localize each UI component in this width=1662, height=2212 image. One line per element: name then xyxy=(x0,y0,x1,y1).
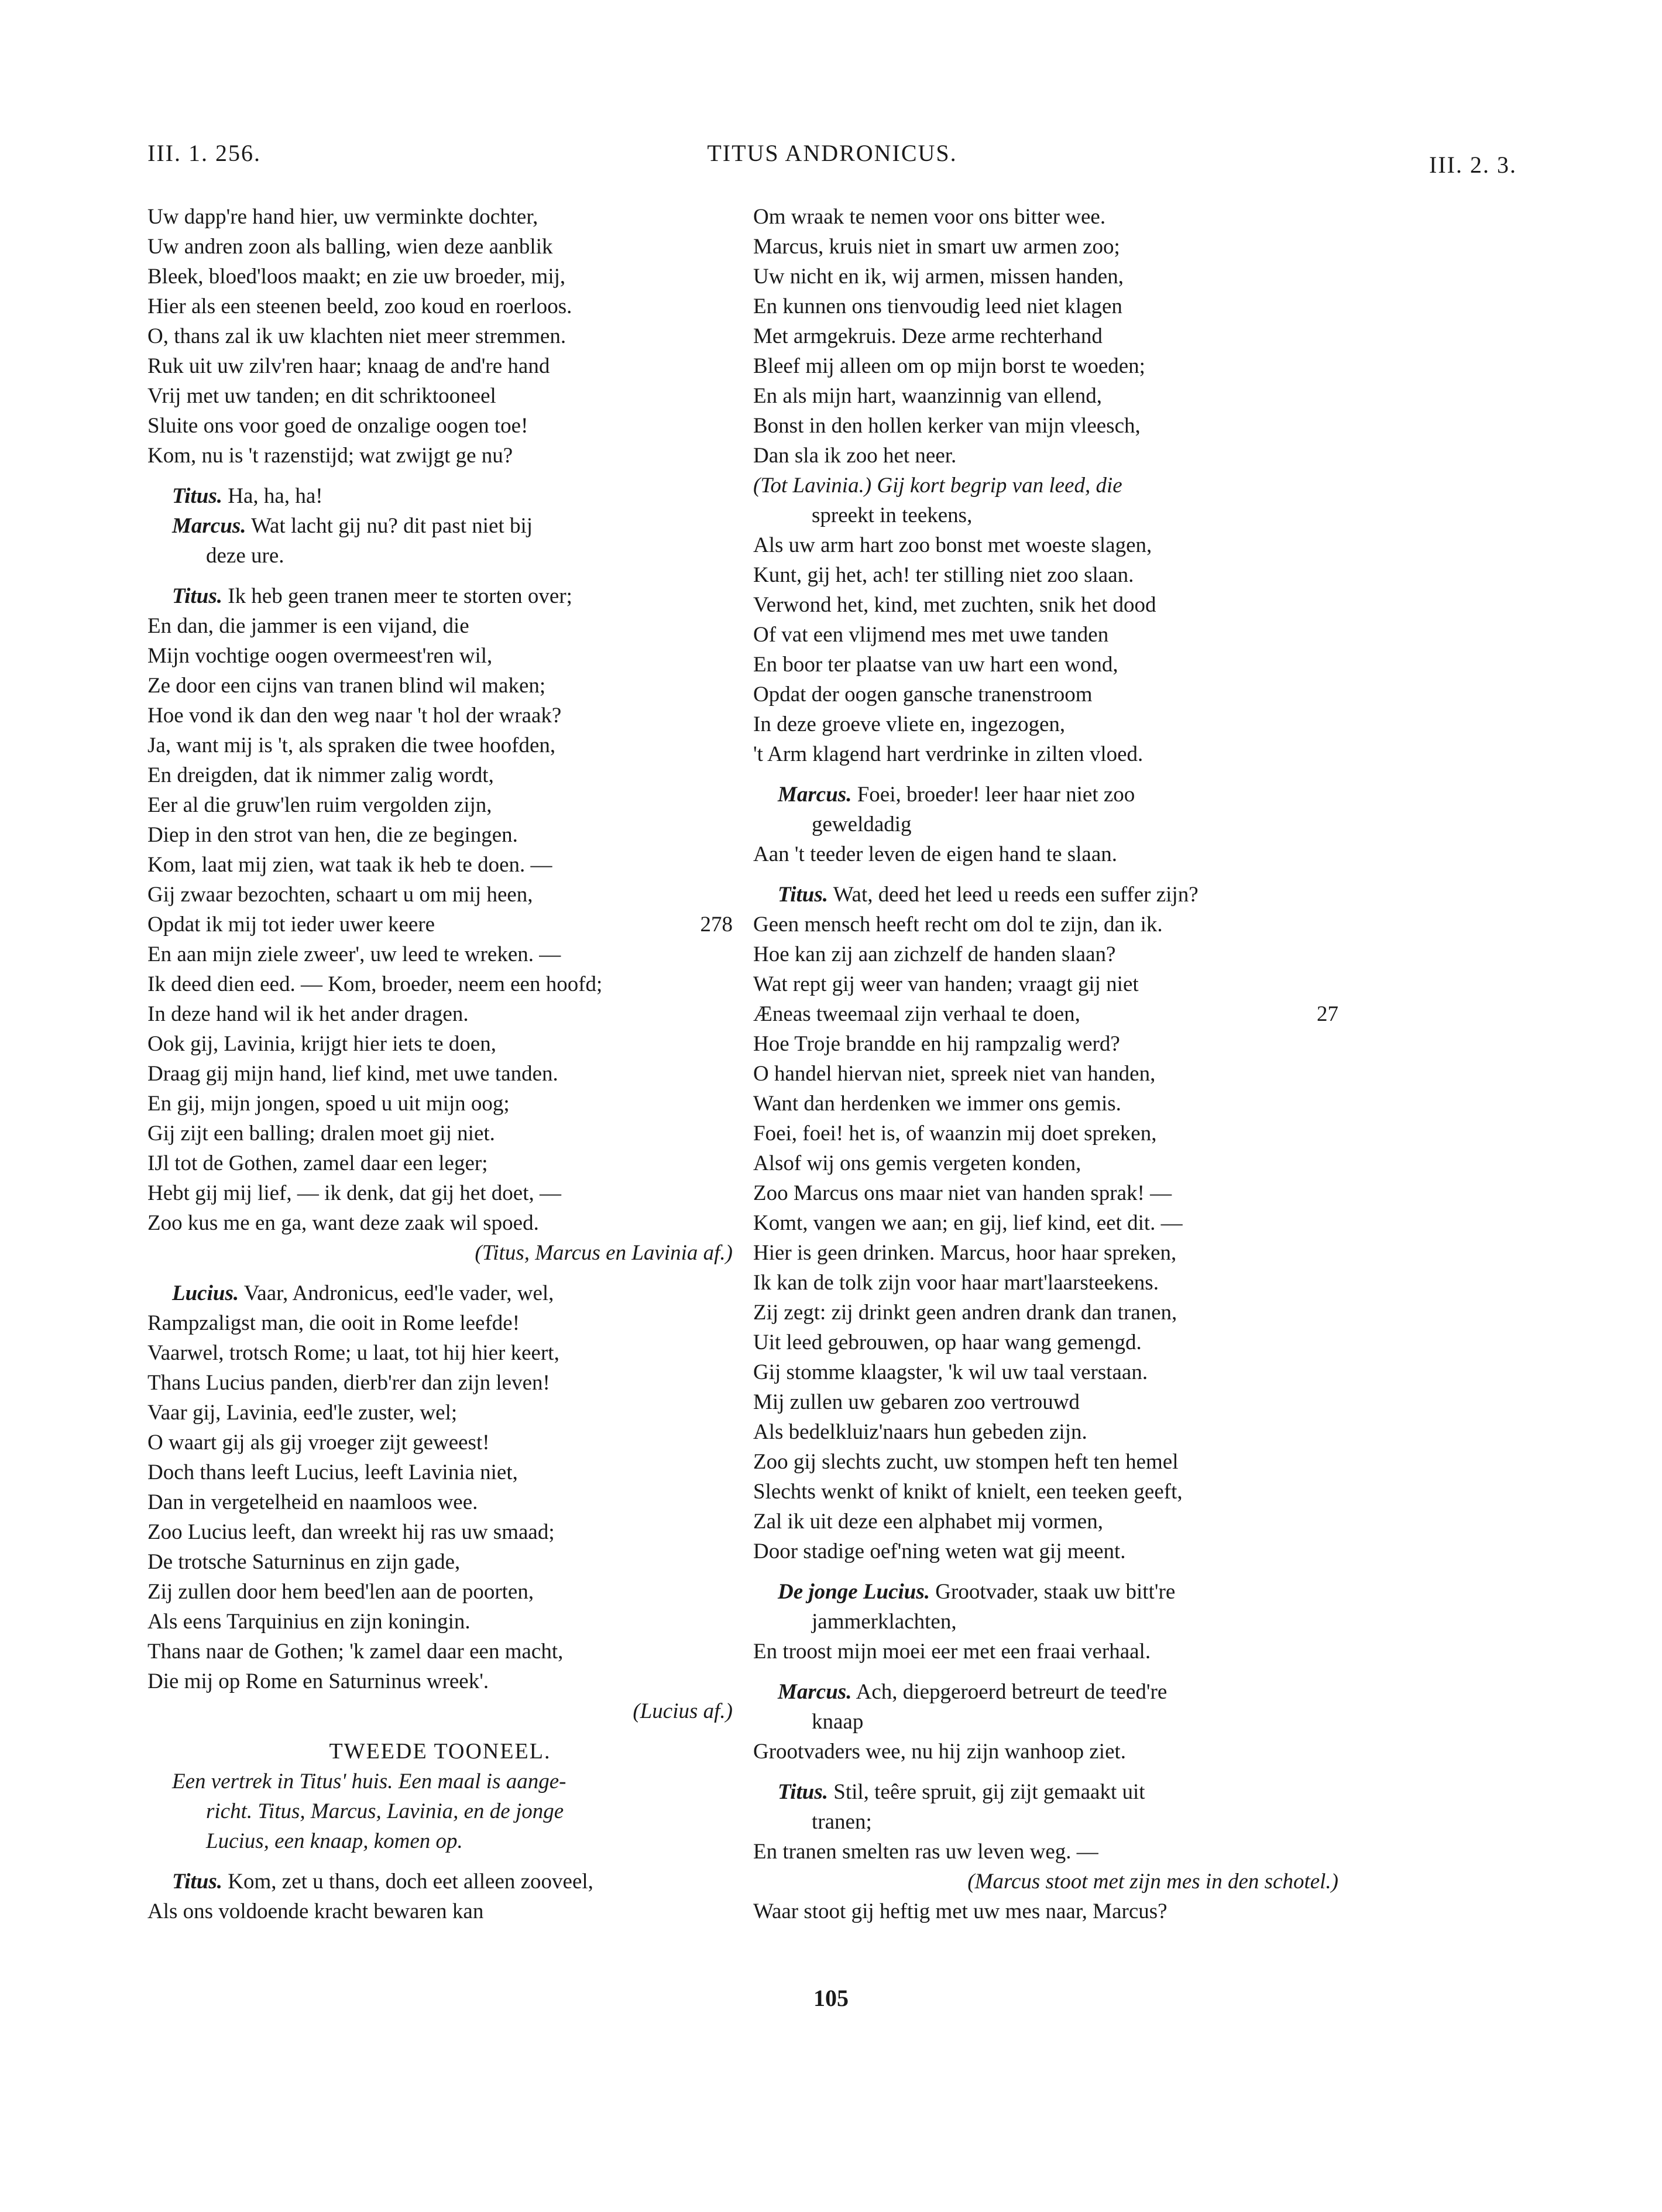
line-number: 278 xyxy=(700,913,733,937)
verse-line xyxy=(753,680,1338,709)
stage-direction-text: (Titus, Marcus en Lavinia af.) xyxy=(475,1241,733,1265)
verse-line xyxy=(753,500,1338,530)
verse-text: Verwond het, kind, met zuchten, snik het dood xyxy=(753,593,1156,617)
speaker-name: Marcus. xyxy=(778,1680,852,1704)
verse-text: Door stadige oef'ning weten wat gij meent. xyxy=(753,1539,1126,1563)
verse-line xyxy=(753,620,1338,650)
verse-line xyxy=(753,381,1338,411)
running-header xyxy=(147,139,1517,178)
stage-direction-text: (Lucius af.) xyxy=(633,1699,733,1723)
stage-direction xyxy=(753,471,1338,500)
verse-line xyxy=(753,590,1338,620)
verse-line xyxy=(753,1537,1338,1566)
verse-line xyxy=(753,1178,1338,1208)
verse-line xyxy=(147,760,733,790)
verse-line xyxy=(753,202,1338,232)
verse-text: Hoe Troje brandde en hij rampzalig werd? xyxy=(753,1032,1120,1056)
verse-text: Foei, foei! het is, of waanzin mij doet spreken, xyxy=(753,1122,1157,1146)
right-column xyxy=(753,202,1338,1926)
verse-text: Kunt, gij het, ach! ter stilling niet zoo slaan. xyxy=(753,563,1134,587)
verse-line xyxy=(147,1208,733,1238)
verse-text: Kom, nu is 't razenstijd; wat zwijgt ge nu? xyxy=(147,444,513,468)
verse-line xyxy=(753,1837,1338,1867)
verse-line xyxy=(147,1897,733,1926)
verse-line xyxy=(147,1029,733,1059)
verse-gap xyxy=(753,1566,1338,1577)
verse-line xyxy=(147,1547,733,1577)
verse-text: Opdat ik mij tot ieder uwer keere xyxy=(147,913,435,937)
verse-text: Rampzaligst man, die ooit in Rome leefde! xyxy=(147,1311,520,1335)
verse-text: Opdat der oogen gansche tranenstroom xyxy=(753,683,1093,707)
verse-text: Sluite ons voor goed de onzalige oogen toe! xyxy=(147,414,528,438)
verse-gap xyxy=(147,471,733,481)
verse-gap xyxy=(753,769,1338,780)
verse-gap xyxy=(753,1767,1338,1777)
verse-line xyxy=(753,1417,1338,1447)
verse-text: Ook gij, Lavinia, krijgt hier iets te doen, xyxy=(147,1032,496,1056)
verse-text: Vaar, Andronicus, eed'le vader, wel, xyxy=(239,1281,554,1305)
verse-line xyxy=(147,232,733,262)
verse-line xyxy=(147,731,733,760)
verse-line xyxy=(147,1148,733,1178)
verse-text: Als uw arm hart zoo bonst met woeste slagen, xyxy=(753,533,1152,557)
scene-heading xyxy=(147,1737,733,1767)
verse-text: En gij, mijn jongen, spoed u uit mijn oog; xyxy=(147,1092,510,1116)
verse-text: Als eens Tarquinius en zijn koningin. xyxy=(147,1610,471,1634)
verse-text: Zoo gij slechts zucht, uw stompen heft ten hemel xyxy=(753,1450,1179,1474)
verse-line xyxy=(147,880,733,910)
verse-text: En dreigden, dat ik nimmer zalig wordt, xyxy=(147,763,494,787)
verse-text: Ja, want mij is 't, als spraken die twee hoofden, xyxy=(147,733,556,757)
verse-line xyxy=(753,1119,1338,1148)
verse-line xyxy=(753,1089,1338,1119)
verse-text: Wat lacht gij nu? dit past niet bij xyxy=(246,514,533,538)
verse-line xyxy=(753,1328,1338,1357)
verse-text: Zoo kus me en ga, want deze zaak wil spoed. xyxy=(147,1211,539,1235)
verse-text: Zij zegt: zij drinkt geen andren drank dan tranen, xyxy=(753,1301,1177,1325)
verse-text: Marcus, kruis niet in smart uw armen zoo; xyxy=(753,235,1120,259)
verse-line xyxy=(147,1457,733,1487)
stage-direction-text: (Tot Lavinia.) Gij kort begrip van leed, die xyxy=(753,474,1122,498)
verse-text: Bleek, bloed'loos maakt; en zie uw broeder, mij, xyxy=(147,265,566,289)
verse-line xyxy=(753,939,1338,969)
verse-line xyxy=(753,411,1338,441)
verse-text: Komt, vangen we aan; en gij, lief kind, eet dit. — xyxy=(753,1211,1183,1235)
stage-direction-text: (Marcus stoot met zijn mes in den schotel.) xyxy=(967,1870,1338,1894)
verse-line xyxy=(753,1577,1338,1607)
verse-line xyxy=(147,611,733,641)
verse-line xyxy=(147,641,733,671)
verse-line xyxy=(753,262,1338,291)
verse-line xyxy=(147,1607,733,1637)
verse-line xyxy=(753,1607,1338,1637)
verse-text: Mij zullen uw gebaren zoo vertrouwd xyxy=(753,1390,1080,1414)
speaker-name: Titus. xyxy=(172,484,223,508)
header-title: TITUS ANDRONICUS. xyxy=(707,140,957,166)
verse-line xyxy=(753,739,1338,769)
verse-line xyxy=(753,1208,1338,1238)
verse-text: Met armgekruis. Deze arme rechterhand xyxy=(753,324,1103,348)
verse-gap xyxy=(147,1856,733,1867)
verse-text: En tranen smelten ras uw leven weg. — xyxy=(753,1840,1098,1864)
verse-text: Aan 't teeder leven de eigen hand te slaan. xyxy=(753,842,1118,866)
verse-line xyxy=(147,1517,733,1547)
verse-line xyxy=(147,1059,733,1089)
verse-text: Gij zwaar bezochten, schaart u om mij heen, xyxy=(147,883,533,907)
verse-text: Uit leed gebrouwen, op haar wang gemengd. xyxy=(753,1330,1142,1354)
stage-direction xyxy=(753,1867,1338,1897)
verse-text: Zoo Lucius leeft, dan wreekt hij ras uw smaad; xyxy=(147,1520,555,1544)
verse-line xyxy=(753,1387,1338,1417)
verse-text: Uw andren zoon als balling, wien deze aanblik xyxy=(147,235,553,259)
verse-text: Want dan herdenken we immer ons gemis. xyxy=(753,1092,1121,1116)
verse-text: Thans naar de Gothen; 'k zamel daar een macht, xyxy=(147,1640,564,1664)
verse-text: tranen; xyxy=(812,1810,872,1834)
verse-line xyxy=(753,880,1338,910)
verse-text: Of vat een vlijmend mes met uwe tanden xyxy=(753,623,1109,647)
verse-line xyxy=(147,1338,733,1368)
verse-text: Ruk uit uw zilv'ren haar; knaag de and're hand xyxy=(147,354,550,378)
verse-text: Zoo Marcus ons maar niet van handen sprak! — xyxy=(753,1181,1172,1205)
verse-text: En als mijn hart, waanzinnig van ellend, xyxy=(753,384,1102,408)
stage-direction-text: richt. Titus, Marcus, Lavinia, en de jonge xyxy=(206,1799,564,1823)
verse-gap xyxy=(753,1666,1338,1677)
verse-text: En aan mijn ziele zweer', uw leed te wreken. — xyxy=(147,942,561,966)
verse-line xyxy=(753,1477,1338,1507)
speaker-name: Marcus. xyxy=(172,514,246,538)
verse-line xyxy=(753,351,1338,381)
verse-line xyxy=(753,650,1338,680)
verse-text: O waart gij als gij vroeger zijt geweest! xyxy=(147,1431,490,1455)
stage-direction xyxy=(147,1696,733,1726)
verse-gap xyxy=(147,571,733,581)
verse-line xyxy=(753,1148,1338,1178)
verse-line xyxy=(147,910,733,939)
verse-text: Vaar gij, Lavinia, eed'le zuster, wel; xyxy=(147,1401,458,1425)
verse-line xyxy=(147,1308,733,1338)
verse-text: Dan in vergetelheid en naamloos wee. xyxy=(147,1490,478,1514)
verse-text: En troost mijn moei eer met een fraai verhaal. xyxy=(753,1640,1151,1664)
verse-line xyxy=(147,1178,733,1208)
speaker-name: Titus. xyxy=(778,883,829,907)
verse-text: Vaarwel, trotsch Rome; u laat, tot hij hier keert, xyxy=(147,1341,559,1365)
verse-line xyxy=(753,780,1338,810)
verse-line xyxy=(147,481,733,511)
verse-text: Grootvaders wee, nu hij zijn wanhoop ziet. xyxy=(753,1740,1127,1764)
verse-text: En dan, die jammer is een vijand, die xyxy=(147,614,469,638)
verse-text: Doch thans leeft Lucius, leeft Lavinia niet, xyxy=(147,1460,518,1484)
verse-text: Bonst in den hollen kerker van mijn vleesch, xyxy=(753,414,1141,438)
verse-text: knaap xyxy=(812,1710,864,1734)
verse-line xyxy=(753,1268,1338,1298)
stage-direction-text: Lucius, een knaap, komen op. xyxy=(206,1829,463,1853)
verse-line xyxy=(753,1807,1338,1837)
stage-direction xyxy=(147,1826,733,1856)
verse-text: Ik kan de tolk zijn voor haar mart'laarsteekens. xyxy=(753,1271,1159,1295)
verse-text: Als ons voldoende kracht bewaren kan xyxy=(147,1899,484,1923)
verse-line xyxy=(753,441,1338,471)
verse-text: Thans Lucius panden, dierb'rer dan zijn leven! xyxy=(147,1371,550,1395)
verse-text: 't Arm klagend hart verdrinke in zilten vloed. xyxy=(753,742,1144,766)
verse-line xyxy=(753,560,1338,590)
verse-line xyxy=(147,939,733,969)
verse-line xyxy=(753,1777,1338,1807)
verse-text: Vrij met uw tanden; en dit schriktooneel xyxy=(147,384,496,408)
verse-line xyxy=(753,969,1338,999)
verse-text: Slechts wenkt of knikt of knielt, een teeken geeft, xyxy=(753,1480,1183,1504)
verse-text: spreekt in teekens, xyxy=(812,503,973,527)
stage-direction xyxy=(147,1796,733,1826)
verse-text: Hoe kan zij aan zichzelf de handen slaan? xyxy=(753,942,1116,966)
header-left-ref: III. 1. 256. xyxy=(147,140,261,166)
verse-line xyxy=(753,1737,1338,1767)
verse-text: Hoe vond ik dan den weg naar 't hol der wraak? xyxy=(147,704,562,728)
stage-direction xyxy=(147,1767,733,1796)
verse-line xyxy=(753,1238,1338,1268)
speaker-name: Titus. xyxy=(778,1780,829,1804)
verse-line xyxy=(753,1298,1338,1328)
verse-line xyxy=(753,1707,1338,1737)
verse-line xyxy=(147,820,733,850)
verse-text: jammerklachten, xyxy=(812,1610,957,1634)
verse-text: Alsof wij ons gemis vergeten konden, xyxy=(753,1151,1081,1175)
verse-text: Gij zijt een balling; dralen moet gij niet. xyxy=(147,1122,495,1146)
verse-line xyxy=(147,262,733,291)
verse-line xyxy=(147,1398,733,1428)
verse-line xyxy=(753,810,1338,839)
verse-text: Zal ik uit deze een alphabet mij vormen, xyxy=(753,1510,1103,1534)
verse-text: Stil, teêre spruit, gij zijt gemaakt uit xyxy=(828,1780,1145,1804)
verse-text: geweldadig xyxy=(812,812,912,836)
verse-line xyxy=(753,1677,1338,1707)
verse-line xyxy=(147,1637,733,1666)
speaker-name: De jonge Lucius. xyxy=(778,1580,930,1604)
verse-line xyxy=(147,969,733,999)
verse-line xyxy=(753,999,1338,1029)
stage-direction-text: Een vertrek in Titus' huis. Een maal is aange- xyxy=(172,1769,566,1793)
verse-line xyxy=(753,1029,1338,1059)
verse-text: De trotsche Saturninus en zijn gade, xyxy=(147,1550,461,1574)
verse-text: Eer al die gruw'len ruim vergolden zijn, xyxy=(147,793,492,817)
verse-gap xyxy=(147,1726,733,1737)
verse-text: Diep in den strot van hen, die ze begingen. xyxy=(147,823,518,847)
verse-text: Ik deed dien eed. — Kom, broeder, neem een hoofd; xyxy=(147,972,603,996)
verse-text: IJl tot de Gothen, zamel daar een leger; xyxy=(147,1151,488,1175)
verse-line xyxy=(753,291,1338,321)
verse-text: Æneas tweemaal zijn verhaal te doen, xyxy=(753,1002,1080,1026)
verse-line xyxy=(147,701,733,731)
verse-text: Hier is geen drinken. Marcus, hoor haar spreken, xyxy=(753,1241,1177,1265)
verse-line xyxy=(753,321,1338,351)
scene-heading-text: TWEEDE TOONEEL. xyxy=(329,1739,551,1764)
verse-line xyxy=(147,850,733,880)
verse-text: deze ure. xyxy=(206,544,284,568)
verse-text: Gij stomme klaagster, 'k wil uw taal verstaan. xyxy=(753,1360,1148,1384)
verse-line xyxy=(147,1089,733,1119)
verse-line xyxy=(147,1867,733,1897)
verse-text: Kom, laat mij zien, wat taak ik heb te doen. — xyxy=(147,853,552,877)
verse-gap xyxy=(753,869,1338,880)
verse-text: Zij zullen door hem beed'len aan de poorten, xyxy=(147,1580,534,1604)
page-number: 105 xyxy=(813,1985,849,2011)
stage-direction xyxy=(147,1238,733,1268)
verse-line xyxy=(147,671,733,701)
verse-line xyxy=(753,709,1338,739)
verse-line xyxy=(753,1897,1338,1926)
left-column xyxy=(147,202,733,1926)
verse-line xyxy=(147,1577,733,1607)
verse-line xyxy=(147,1487,733,1517)
verse-line xyxy=(147,321,733,351)
verse-line xyxy=(147,1368,733,1398)
verse-line xyxy=(147,1428,733,1457)
verse-text: Ha, ha, ha! xyxy=(222,484,323,508)
verse-text: Foei, broeder! leer haar niet zoo xyxy=(851,783,1135,807)
verse-line xyxy=(753,839,1338,869)
verse-line xyxy=(147,581,733,611)
verse-line xyxy=(753,1059,1338,1089)
verse-line xyxy=(147,441,733,471)
verse-text: Waar stoot gij heftig met uw mes naar, Marcus? xyxy=(753,1899,1167,1923)
verse-line xyxy=(147,541,733,571)
verse-text: Draag gij mijn hand, lief kind, met uwe tanden. xyxy=(147,1062,558,1086)
verse-line xyxy=(147,1278,733,1308)
verse-line xyxy=(753,910,1338,939)
verse-text: Wat rept gij weer van handen; vraagt gij niet xyxy=(753,972,1139,996)
speaker-name: Lucius. xyxy=(172,1281,239,1305)
verse-line xyxy=(147,291,733,321)
verse-line xyxy=(147,999,733,1029)
verse-text: Grootvader, staak uw bitt're xyxy=(930,1580,1176,1604)
verse-text: Uw dapp're hand hier, uw verminkte dochter, xyxy=(147,205,538,229)
verse-line xyxy=(147,790,733,820)
verse-line xyxy=(753,232,1338,262)
verse-line xyxy=(147,202,733,232)
verse-text: Wat, deed het leed u reeds een suffer zijn? xyxy=(828,883,1199,907)
verse-line xyxy=(147,351,733,381)
verse-text: Ik heb geen tranen meer te storten over; xyxy=(222,584,572,608)
verse-text: Hier als een steenen beeld, zoo koud en roerloos. xyxy=(147,294,572,318)
verse-text: In deze groeve vliete en, ingezogen, xyxy=(753,712,1066,736)
verse-line xyxy=(753,530,1338,560)
verse-text: In deze hand wil ik het ander dragen. xyxy=(147,1002,469,1026)
verse-text: En kunnen ons tienvoudig leed niet klagen xyxy=(753,294,1122,318)
line-number: 27 xyxy=(1317,1002,1338,1026)
verse-text: Bleef mij alleen om op mijn borst te woeden; xyxy=(753,354,1145,378)
verse-line xyxy=(147,511,733,541)
verse-text: Om wraak te nemen voor ons bitter wee. xyxy=(753,205,1106,229)
verse-text: Ach, diepgeroerd betreurt de teed're xyxy=(851,1680,1167,1704)
verse-line xyxy=(753,1507,1338,1537)
speaker-name: Titus. xyxy=(172,584,223,608)
verse-line xyxy=(753,1447,1338,1477)
verse-text: Dan sla ik zoo het neer. xyxy=(753,444,957,468)
verse-text: Geen mensch heeft recht om dol te zijn, dan ik. xyxy=(753,913,1163,937)
verse-gap xyxy=(147,1268,733,1278)
verse-text: Als bedelkluiz'naars hun gebeden zijn. xyxy=(753,1420,1087,1444)
verse-line xyxy=(753,1357,1338,1387)
verse-line xyxy=(147,1119,733,1148)
verse-line xyxy=(147,411,733,441)
verse-text: En boor ter plaatse van uw hart een wond, xyxy=(753,653,1118,677)
header-right-ref: III. 2. 3. xyxy=(1429,152,1517,178)
verse-text: O handel hiervan niet, spreek niet van handen, xyxy=(753,1062,1156,1086)
verse-text: O, thans zal ik uw klachten niet meer stremmen. xyxy=(147,324,566,348)
verse-text: Uw nicht en ik, wij armen, missen handen, xyxy=(753,265,1124,289)
speaker-name: Marcus. xyxy=(778,783,852,807)
speaker-name: Titus. xyxy=(172,1870,223,1894)
verse-text: Kom, zet u thans, doch eet alleen zooveel, xyxy=(222,1870,593,1894)
verse-text: Die mij op Rome en Saturninus wreek'. xyxy=(147,1669,489,1693)
verse-line xyxy=(147,1666,733,1696)
verse-text: Hebt gij mij lief, — ik denk, dat gij het doet, — xyxy=(147,1181,561,1205)
verse-text: Mijn vochtige oogen overmeest'ren wil, xyxy=(147,644,493,668)
verse-line xyxy=(147,381,733,411)
verse-text: Ze door een cijns van tranen blind wil maken; xyxy=(147,674,546,698)
verse-line xyxy=(753,1637,1338,1666)
